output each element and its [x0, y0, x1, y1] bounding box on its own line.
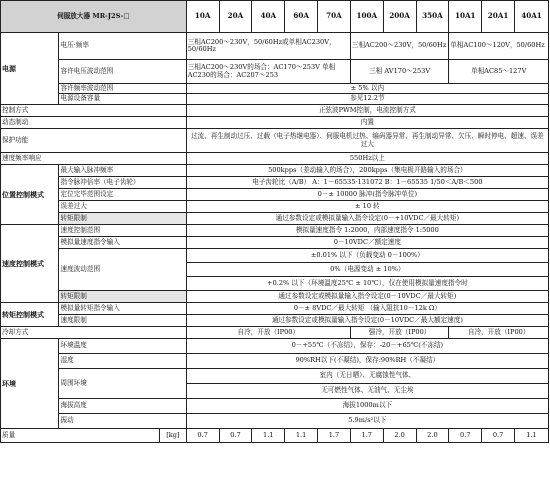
model-col: 10A — [186, 1, 219, 33]
weight-value: 1.7 — [318, 429, 351, 443]
speed-fluct-line-3: +0.2% 以下（环境温度25℃ ± 10℃），仅在使用模拟量速度指令时 — [186, 277, 548, 291]
brake-value: 内置 — [186, 117, 548, 129]
humidity-label: 湿度 — [59, 354, 186, 369]
capacity-value: 参见12.2节 — [186, 94, 548, 105]
speed-fluct-line-2: 0%（电源变动 ± 10%） — [186, 263, 548, 277]
control-label: 控制方式 — [1, 105, 187, 117]
header-title: 伺服放大器 MR-J2S-□ — [1, 1, 187, 33]
protection-value: 过流、再生制动过压、过载（电子热继电器）、伺服电机过热、编码器异常、再生制动异常、欠压、瞬时停电、超速、误差过大 — [186, 129, 548, 153]
weight-value: 1.1 — [252, 429, 285, 443]
cooling-label: 冷却方式 — [1, 327, 187, 339]
control-value: 正弦波PWM控制，电流控制方式 — [186, 105, 548, 117]
environment-category: 环境 — [1, 339, 59, 429]
model-col: 350A — [416, 1, 449, 33]
gear-value: 电子齿轮比（A/B） A：1－65535·131072 B：1－65535 1/50＜A/B＜500 — [186, 177, 548, 189]
cooling-value-b: 强冷，开放（IP00） — [350, 327, 448, 339]
error-value: ± 10 转 — [186, 201, 548, 213]
weight-value: 0.7 — [482, 429, 515, 443]
model-col: 20A1 — [482, 1, 515, 33]
speed-input-value: 0－10VDC／额定速度 — [186, 237, 548, 249]
temp-value: 0－+55℃（不冻结），保存：-20－+65℃(不冻结) — [186, 339, 548, 354]
vibration-value: 5.9m/s²以下 — [186, 414, 548, 429]
altitude-value: 海拔1000m以下 — [186, 399, 548, 414]
weight-value: 1.7 — [350, 429, 383, 443]
position-category: 位置控制模式 — [1, 165, 59, 225]
weight-value: 0.7 — [186, 429, 219, 443]
response-value: 550Hz以上 — [186, 153, 548, 165]
voltage-value-b: 三相AC200～230V，50/60Hz — [350, 33, 448, 60]
freq-range-value: ± 5% 以内 — [186, 84, 548, 94]
torque-mode-category: 转矩控制模式 — [1, 303, 59, 327]
speed-fluct-label: 速度波动范围 — [59, 249, 186, 291]
speed-torque-value: 通过参数设定或模拟量输入指令设定(0－10VDC／最大转矩) — [186, 291, 548, 303]
surround-line-1: 室内（无日晒）、无腐蚀性气体、 — [186, 369, 548, 384]
speed-torque-label: 转矩限制 — [59, 291, 186, 303]
weight-value: 2.0 — [416, 429, 449, 443]
weight-value: 0.7 — [219, 429, 252, 443]
weight-value: 2.0 — [383, 429, 416, 443]
speed-fluct-line-1: ±0.01% 以下（负载变动 0－100%） — [186, 249, 548, 263]
max-pulse-value: 500kpps（差动输入的场合），200kpps（集电极开路输入的场合） — [186, 165, 548, 177]
temp-label: 环境温度 — [59, 339, 186, 354]
position-torque-label: 转矩限制 — [59, 213, 186, 225]
error-label: 误差过大 — [59, 201, 186, 213]
cooling-value-c: 自冷，开放（IP00） — [449, 327, 549, 339]
humidity-value: 90%RH以下(不凝结)，保存:90%RH（不凝结） — [186, 354, 548, 369]
cooling-value-a: 自冷，开放（IP00） — [186, 327, 350, 339]
voltage-range-b: 三相 AV170～253V — [350, 60, 448, 84]
torque-input-value: 0－± 8VDC／最大转矩 （输入阻抗10－12k Ω） — [186, 303, 548, 315]
voltage-value-c: 单相AC100～120V，50/60Hz — [449, 33, 549, 60]
model-col: 40A — [252, 1, 285, 33]
header-row — [1, 1, 549, 33]
speed-input-label: 模拟量速度指令输入 — [59, 237, 186, 249]
speed-category: 速度控制模式 — [1, 225, 59, 303]
vibration-label: 振动 — [59, 414, 186, 429]
speed-limit-value: 通过参数设定或模拟量输入指令设定(0－10VDC／最大额定速度) — [186, 315, 548, 327]
freq-range-label: 容许频率波动范围 — [59, 84, 186, 94]
response-label: 速度频率响应 — [1, 153, 187, 165]
voltage-label: 电压·频率 — [59, 33, 186, 60]
position-torque-value: 通过参数设定或模拟量输入指令设定(0－+10VDC／最大转矩) — [186, 213, 548, 225]
surround-label: 周围环境 — [59, 369, 186, 399]
capacity-label: 电源设备容量 — [59, 94, 186, 105]
inpos-value: 0－± 10000 脉冲(指令脉冲单位) — [186, 189, 548, 201]
model-col: 60A — [285, 1, 318, 33]
max-pulse-label: 最大输入脉冲频率 — [59, 165, 186, 177]
model-col: 100A — [350, 1, 383, 33]
speed-range-label: 速度控制范围 — [59, 225, 186, 237]
weight-value: 1.1 — [285, 429, 318, 443]
model-col: 40A1 — [515, 1, 549, 33]
weight-label: 质量 — [1, 429, 160, 443]
model-col: 200A — [383, 1, 416, 33]
voltage-range-a: 三相AC200～230V的场合：AC170～253V 单相AC230的场合：AC207～253 — [186, 60, 350, 84]
voltage-range-c: 单相AC85～127V — [449, 60, 549, 84]
speed-limit-label: 速度限制 — [59, 315, 186, 327]
model-col: 10A1 — [449, 1, 482, 33]
voltage-value-a: 三相AC200～230V，50/60Hz或单相AC230V，50/60Hz — [186, 33, 350, 60]
weight-value: 1.1 — [515, 429, 549, 443]
torque-input-label: 模拟量转矩指令输入 — [59, 303, 186, 315]
weight-row — [1, 429, 549, 443]
voltage-range-label: 容许电压波动范围 — [59, 60, 186, 84]
brake-label: 动态制动 — [1, 117, 187, 129]
gear-label: 指令脉冲倍率（电子齿轮） — [59, 177, 186, 189]
surround-line-2: 无可燃性气体、无油气、无尘埃 — [186, 384, 548, 399]
power-category: 电源 — [1, 33, 59, 105]
inpos-label: 定位完毕范围设定 — [59, 189, 186, 201]
protection-label: 保护功能 — [1, 129, 187, 153]
model-col: 70A — [318, 1, 351, 33]
speed-range-value: 模拟量速度指令 1:2000，内部速度指令 1:5000 — [186, 225, 548, 237]
model-col: 20A — [219, 1, 252, 33]
weight-value: 0.7 — [449, 429, 482, 443]
altitude-label: 海拔高度 — [59, 399, 186, 414]
weight-unit: [kg] — [160, 429, 187, 443]
